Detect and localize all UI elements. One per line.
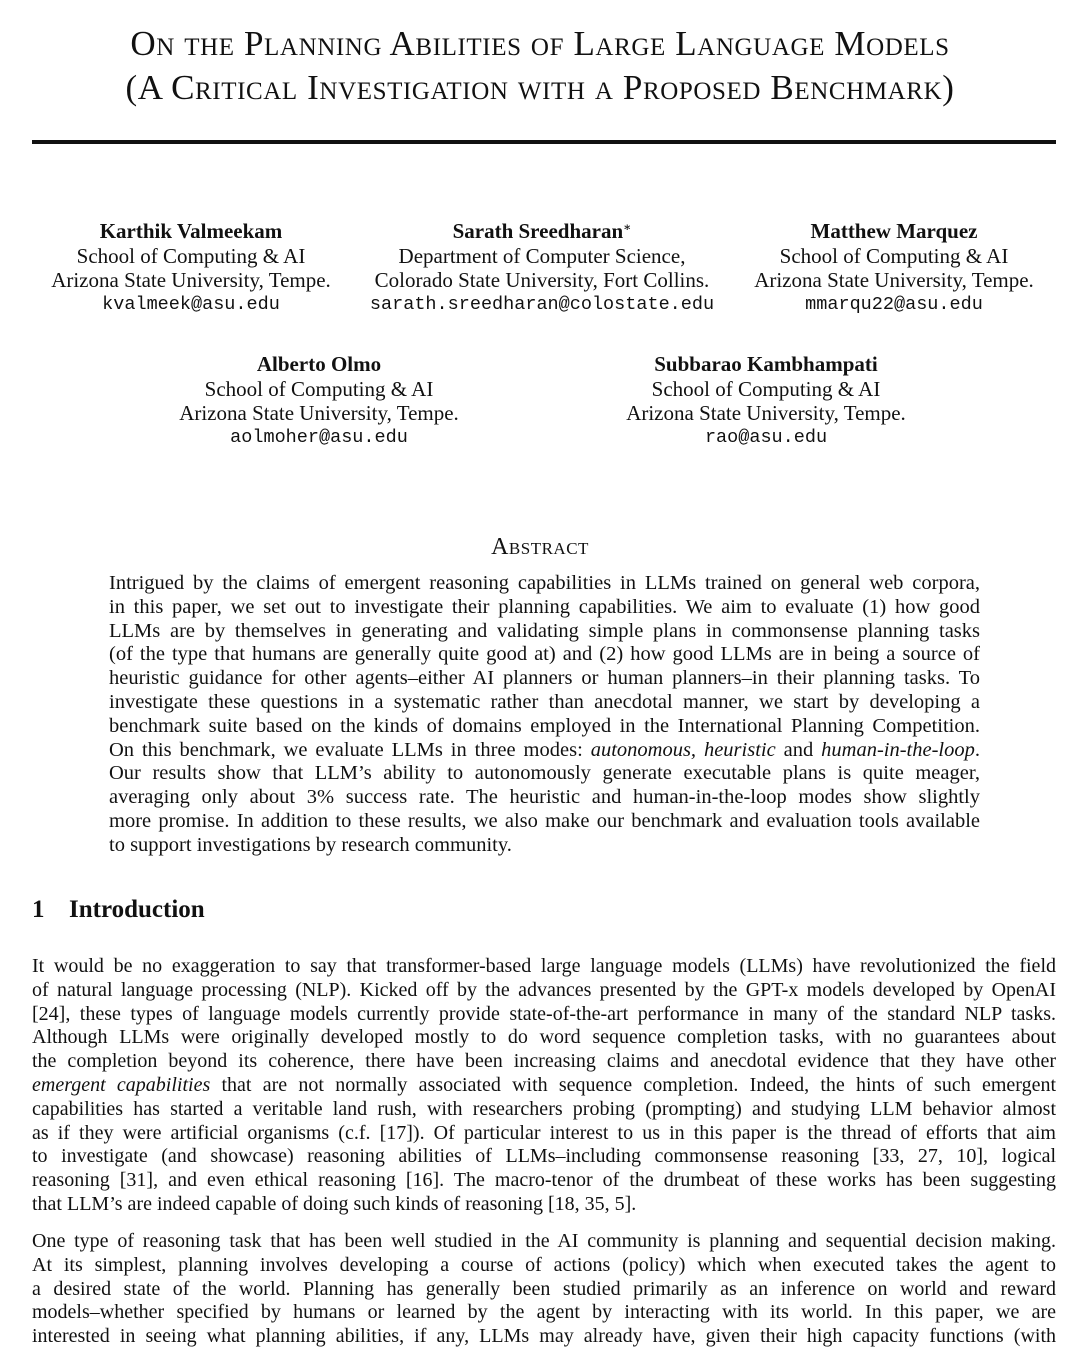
author-block bbox=[370, 219, 714, 317]
body-line: that LLM’s are indeed capable of doing such kinds of reasoning [18, 35, 5]. bbox=[32, 1192, 637, 1215]
body-line: [24], these types of language models currently provide state-of-the-art performance in many of the standard NLP tasks. bbox=[32, 1002, 1056, 1025]
abstract-line: averaging only about 3% success rate. The heuristic and human-in-the-loop modes show slightly bbox=[109, 786, 980, 809]
body-line: reasoning [31], and even ethical reasoning [16]. The macro-tenor of the drumbeat of these works has been suggesting bbox=[32, 1169, 1056, 1192]
author-block bbox=[626, 352, 906, 450]
author-name: Matthew Marquez bbox=[810, 219, 978, 243]
body-line: interested in seeing what planning abilities, if any, LLMs may already have, given their high capacity functions (with bbox=[32, 1325, 1056, 1348]
abstract-line: more promise. In addition to these results, we also make our benchmark and evaluation tools available bbox=[109, 809, 980, 832]
author-dept: School of Computing & AI bbox=[204, 376, 434, 401]
modes-pre: On this benchmark, we evaluate LLMs in three modes: bbox=[109, 738, 583, 761]
intro-paragraph-1 bbox=[32, 955, 1056, 1217]
author-email[interactable]: kvalmeek@asu.edu bbox=[102, 293, 280, 315]
author-email[interactable]: sarath.sreedharan@colostate.edu bbox=[369, 293, 715, 315]
paper-title bbox=[20, 22, 1060, 110]
abstract-line: Our results show that LLM’s ability to autonomously generate executable plans is quite meager, bbox=[109, 762, 980, 785]
abstract-line: in this paper, we set out to investigate their planning capabilities. We aim to evaluate (1) how good bbox=[109, 595, 980, 618]
author-dept: School of Computing & AI bbox=[779, 243, 1009, 268]
section-heading bbox=[32, 896, 205, 924]
abstract-heading: Abstract bbox=[491, 534, 589, 560]
section-number: 1 bbox=[32, 896, 45, 923]
author-block bbox=[51, 219, 331, 317]
body-line: One type of reasoning task that has been well studied in the AI community is planning and sequential decision making. bbox=[32, 1230, 1056, 1252]
modes-emphasis-2: human-in-the-loop bbox=[821, 738, 975, 761]
abstract-line: Intrigued by the claims of emergent reasoning capabilities in LLMs trained on general web corpora, bbox=[109, 572, 980, 594]
author-dept: School of Computing & AI bbox=[651, 376, 881, 401]
footnote-mark[interactable]: ∗ bbox=[623, 220, 632, 234]
intro-paragraph-2 bbox=[32, 1230, 1056, 1349]
author-name: Subbarao Kambhampati bbox=[654, 352, 878, 376]
body-line: of natural language processing (NLP). Kicked off by the advances presented by the GPT-x models developed by OpenAI bbox=[32, 978, 1056, 1001]
author-dept: School of Computing & AI bbox=[76, 243, 306, 268]
body-line: At its simplest, planning involves developing a course of actions (policy) which when executed takes the agent to bbox=[32, 1253, 1056, 1276]
emphasis-rest: that are not normally associated with sequence completion. Indeed, the hints of such emergent bbox=[210, 1073, 1056, 1096]
author-email[interactable]: aolmoher@asu.edu bbox=[230, 426, 408, 448]
abstract-line: investigate these questions in a systematic rather than anecdotal manner, we start by developing a bbox=[109, 690, 980, 713]
title-line-1: On the Planning Abilities of Large Language Models bbox=[130, 24, 950, 63]
body-line: as if they were artificial organisms (c.f. [17]). Of particular interest to us in this paper is the thread of efforts that aim bbox=[32, 1121, 1056, 1144]
abstract-line: LLMs are by themselves in generating and validating simple plans in commonsense planning tasks bbox=[109, 619, 980, 642]
author-affiliation: Arizona State University, Tempe. bbox=[51, 268, 331, 292]
body-line: capabilities has started a veritable land rush, with researchers probing (prompting) and studying LLM behavior almost bbox=[32, 1097, 1056, 1120]
author-name: Karthik Valmeekam bbox=[99, 219, 283, 243]
body-line: to investigate (and showcase) reasoning abilities of LLMs–including commonsense reasoning [33, 27, 10], logical bbox=[32, 1145, 1056, 1168]
author-email[interactable]: mmarqu22@asu.edu bbox=[805, 293, 983, 315]
modes-post: . bbox=[974, 738, 981, 761]
emphasis-phrase: emergent capabilities bbox=[32, 1073, 211, 1096]
section-title: Introduction bbox=[69, 896, 205, 923]
author-block bbox=[179, 352, 459, 450]
abstract-line: benchmark suite based on the kinds of domains employed in the International Planning Competition. bbox=[109, 714, 980, 737]
title-rule bbox=[32, 140, 1056, 144]
title-line-2: (A Critical Investigation with a Proposed Benchmark) bbox=[125, 68, 955, 107]
author-name-text: Sarath Sreedharan bbox=[452, 219, 624, 243]
author-affiliation: Arizona State University, Tempe. bbox=[626, 401, 906, 425]
author-dept: Department of Computer Science, bbox=[398, 243, 686, 268]
body-line: Although LLMs were originally developed mostly to do word sequence completion tasks, with no guarantees about bbox=[32, 1026, 1056, 1049]
author-block bbox=[754, 219, 1034, 317]
author-name bbox=[370, 219, 714, 244]
author-affiliation: Arizona State University, Tempe. bbox=[179, 401, 459, 425]
author-affiliation: Arizona State University, Tempe. bbox=[754, 268, 1034, 292]
abstract-line: (of the type that humans are generally quite good at) and (2) how good LLMs are in being a source of bbox=[109, 643, 980, 666]
body-line: models–whether specified by humans or learned by the agent by interacting with its world. In this paper, we are bbox=[32, 1301, 1056, 1324]
abstract-body bbox=[109, 572, 980, 858]
modes-emphasis-1: autonomous, heuristic bbox=[590, 738, 776, 761]
author-email[interactable]: rao@asu.edu bbox=[704, 426, 828, 448]
body-line-emphasis bbox=[32, 1074, 1056, 1098]
body-line: It would be no exaggeration to say that transformer-based large language models (LLMs) have revolutionized the field bbox=[32, 955, 1056, 977]
body-line: the completion beyond its coherence, there have been increasing claims and anecdotal evidence that they have other bbox=[32, 1050, 1056, 1073]
abstract-line: heuristic guidance for other agents–either AI planners or human planners–in their planning tasks. To bbox=[109, 667, 980, 690]
author-affiliation: Colorado State University, Fort Collins. bbox=[374, 268, 710, 292]
abstract-line-modes bbox=[109, 739, 980, 763]
abstract-line: to support investigations by research community. bbox=[109, 833, 512, 856]
modes-and: and bbox=[783, 738, 814, 761]
body-line: a desired state of the world. Planning has generally been studied primarily as an inference on world and reward bbox=[32, 1277, 1056, 1300]
author-name: Alberto Olmo bbox=[256, 352, 382, 376]
